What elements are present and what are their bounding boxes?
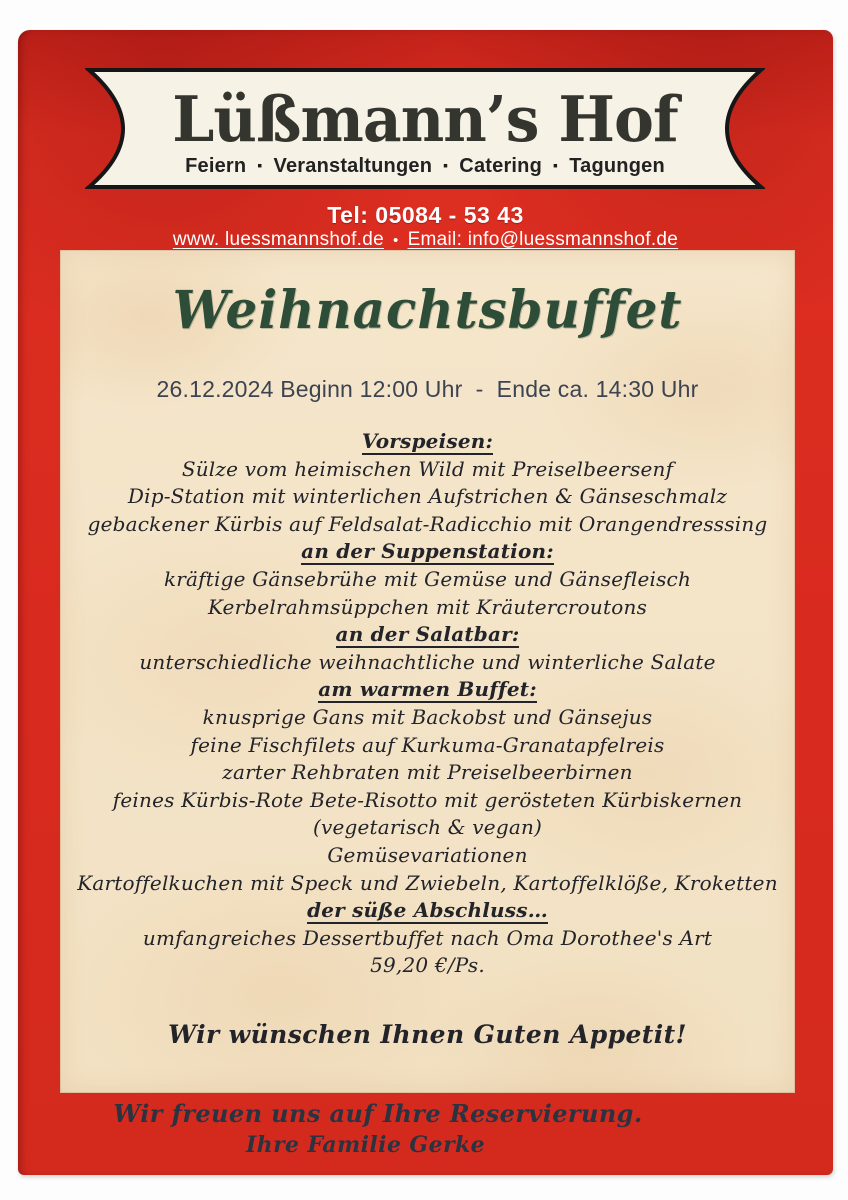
menu-title: Weihnachtsbuffet <box>172 280 683 341</box>
menu-item: feine Fischfilets auf Kurkuma-Granatapfelreis <box>190 732 665 757</box>
square-separator-icon: ▪ <box>553 156 559 173</box>
menu-panel <box>60 250 795 1093</box>
menu-item: zarter Rehbraten mit Preiselbeerbirnen <box>222 760 633 785</box>
menu-section-heading: am warmen Buffet: <box>318 677 537 702</box>
menu-item: umfangreiches Dessertbuffet nach Oma Dorothee's Art <box>142 925 713 950</box>
menu-item: feines Kürbis-Rote Bete-Risotto mit gerösteten Kürbiskernen <box>112 787 743 812</box>
event-schedule: 26.12.2024 Beginn 12:00 Uhr - Ende ca. 14:30 Uhr <box>156 376 699 402</box>
menu-section-heading: an der Suppenstation: <box>301 539 554 564</box>
menu-item: 59,20 €/Ps. <box>370 953 485 978</box>
menu-item: Kartoffelkuchen mit Speck und Zwiebeln, Kartoffelklöße, Kroketten <box>77 870 778 895</box>
square-separator-icon: ▪ <box>443 156 449 173</box>
reservation-note: Wir freuen uns auf Ihre Reservierung. <box>113 1099 643 1128</box>
phone-number: Tel: 05084 - 53 43 <box>327 202 524 228</box>
menu-section-heading: Vorspeisen: <box>361 429 494 453</box>
menu-item: Kerbelrahmsüppchen mit Kräutercroutons <box>207 594 648 619</box>
email-link: Email: info@luessmannshof.de <box>407 229 679 250</box>
menu-item: knusprige Gans mit Backobst und Gänsejus <box>202 704 653 729</box>
flyer-sheet <box>18 30 833 1175</box>
menu-item: (vegetarisch & vegan) <box>312 815 543 840</box>
footer-note <box>18 1098 833 1160</box>
business-name: Lüßmann’s Hof <box>172 81 678 156</box>
menu-item: Dip-Station mit winterlichen Aufstrichen & Gänseschmalz <box>127 484 728 509</box>
menu-section-heading: der süße Abschluss… <box>307 898 548 923</box>
menu-list <box>60 428 795 980</box>
menu-item: Gemüsevariationen <box>327 842 528 867</box>
tagline-item: Catering <box>459 154 543 177</box>
menu-item: unterschiedliche weihnachtliche und winterliche Salate <box>139 649 716 674</box>
header-banner <box>85 60 765 197</box>
signature: Ihre Familie Gerke <box>245 1132 486 1158</box>
closing-wish: Wir wünschen Ihnen Guten Appetit! <box>168 1020 687 1049</box>
menu-item: kräftige Gänsebrühe mit Gemüse und Gänsefleisch <box>163 566 692 591</box>
link-separator: • <box>393 232 399 249</box>
menu-item: Sülze vom heimischen Wild mit Preiselbeersenf <box>181 456 674 481</box>
menu-item: gebackener Kürbis auf Feldsalat-Radicchio mit Orangendresssing <box>87 511 768 536</box>
menu-section-heading: an der Salatbar: <box>335 622 520 647</box>
tagline-item: Feiern <box>185 154 247 177</box>
square-separator-icon: ▪ <box>257 156 263 173</box>
contact-links <box>18 229 833 251</box>
website-link: www. luessmannshof.de <box>172 229 384 250</box>
tagline <box>185 155 665 178</box>
tagline-item: Veranstaltungen <box>273 154 433 177</box>
tagline-item: Tagungen <box>569 154 665 177</box>
